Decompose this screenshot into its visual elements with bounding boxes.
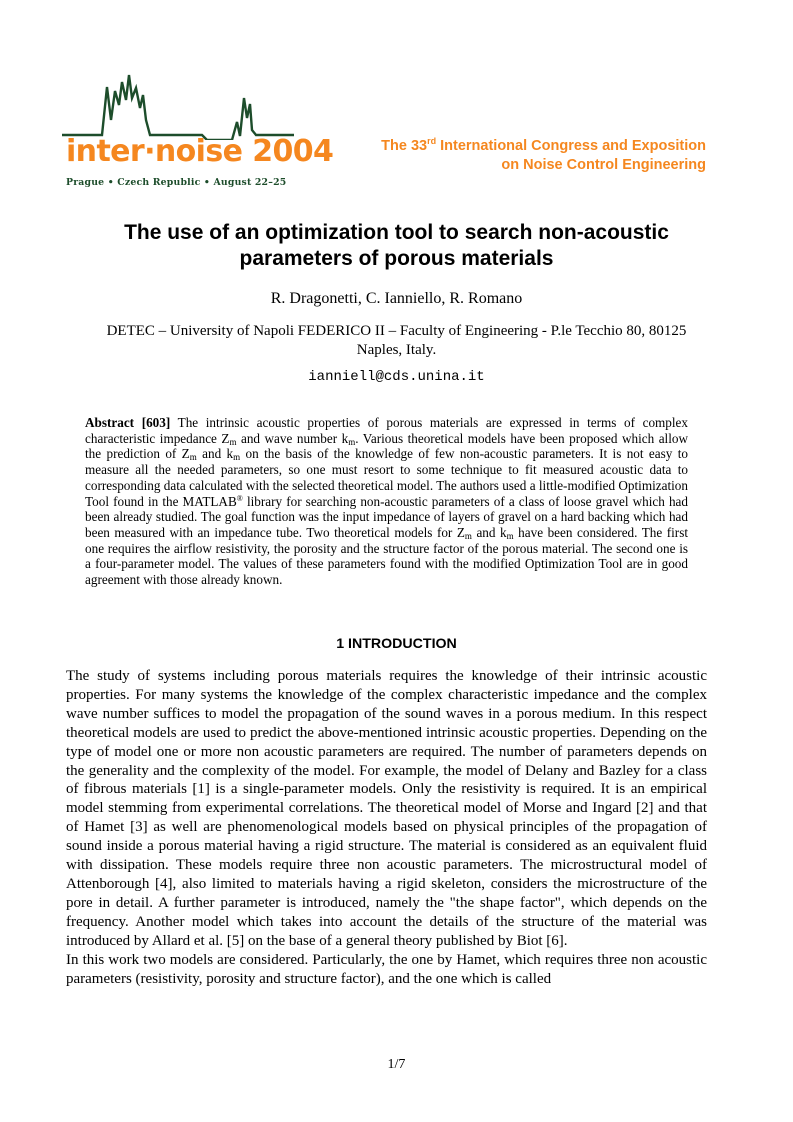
author-email: ianniell@cds.unina.it (308, 369, 485, 385)
paragraph: In this work two models are considered. Particularly, the one by Hamet, which requires three non acoustic parameters (resistivity, porosity and structure factor), and the one which is called (66, 951, 707, 987)
introduction-body (66, 667, 707, 988)
paper-title: The use of an optimization tool to search non-acoustic parameters of porous materials (124, 221, 669, 270)
abstract-label: Abstract [603] (85, 415, 171, 430)
logo-wordmark: inter·noise 2004 (66, 134, 334, 169)
abstract: Abstract [603] The intrinsic acoustic properties of porous materials are expressed in terms of complex characteristic impedance $Z_m$ and wave number $k_m$. Various theoretical models have been proposed which allow the prediction of $Z_m$ and $k_m$ on the basis of the knowledge of few non-acoustic parameters. It is not easy to measure all the needed parameters, so one must resort to some technique to fit measured acoustic data to corresponding data calculated with the selected theoretical model. The authors used a little-modified Optimization Tool found in the MATLAB® library for searching non-acoustic parameters of a class of loose gravel which had been already studied. The goal function was the input impedance of layers of gravel on a hard backing which had been measured with an impedance tube. Two theoretical models for $Z_m$ and $k_m$ have been considered. The first one requires the airflow resistivity, the porosity and the structure factor of the porous material. The second one is a four-parameter model. The values of these parameters found with the modified Optimization Tool are in good agreement with those already known. (85, 415, 689, 588)
logo-subtitle: Prague • Czech Republic • August 22–25 (66, 177, 287, 188)
congress-line-2: on Noise Control Engineering (501, 157, 706, 173)
congress-line-1: The 33rd International Congress and Exposition (381, 136, 706, 154)
prague-skyline-icon (62, 70, 294, 140)
page-number: 1/7 (387, 1057, 406, 1072)
paragraph: The study of systems including porous materials requires the knowledge of their intrinsic acoustic properties. For many systems the knowledge of the complex characteristic impedance and the complex wave number suffices to model the propagation of the sound waves in a porous medium. In this respect theoretical models are used to predict the above-mentioned intrinsic acoustic properties. Depending on the type of model one or more non acoustic parameters are required. The number of parameters depends on the generality and the complexity of the model. For example, the model of Delany and Bazley for a class of fibrous materials [1] is a single-parameter models. Only the resistivity is required. It is an empirical model stemming from experimental correlations. The theoretical model of Morse and Ingard [2] and that of Hamet [3] as well are phenomenological models based on physical principles of the propagation of sound inside a porous material having a rigid structure. The material is considered as an equivalent fluid with dissipation. These models require three non acoustic parameters. The microstructural model of Attenborough [4], also limited to materials having a rigid skeleton, considers the microstructure of the pore in detail. A further parameter is introduced, namely the "the shape factor", which depends on the frequency. Another model which takes into account the details of the structure of the material was introduced by Allard et al. [5] on the base of a general theory published by Biot [6]. (66, 668, 707, 949)
congress-header (381, 137, 706, 175)
authors: R. Dragonetti, C. Ianniello, R. Romano (270, 290, 523, 307)
section-heading: 1 INTRODUCTION (336, 636, 457, 652)
affiliation: DETEC – University of Napoli FEDERICO II – Faculty of Engineering - P.le Tecchio 80, 80125 Naples, Italy. (106, 323, 687, 358)
inter-noise-logo (62, 70, 334, 192)
